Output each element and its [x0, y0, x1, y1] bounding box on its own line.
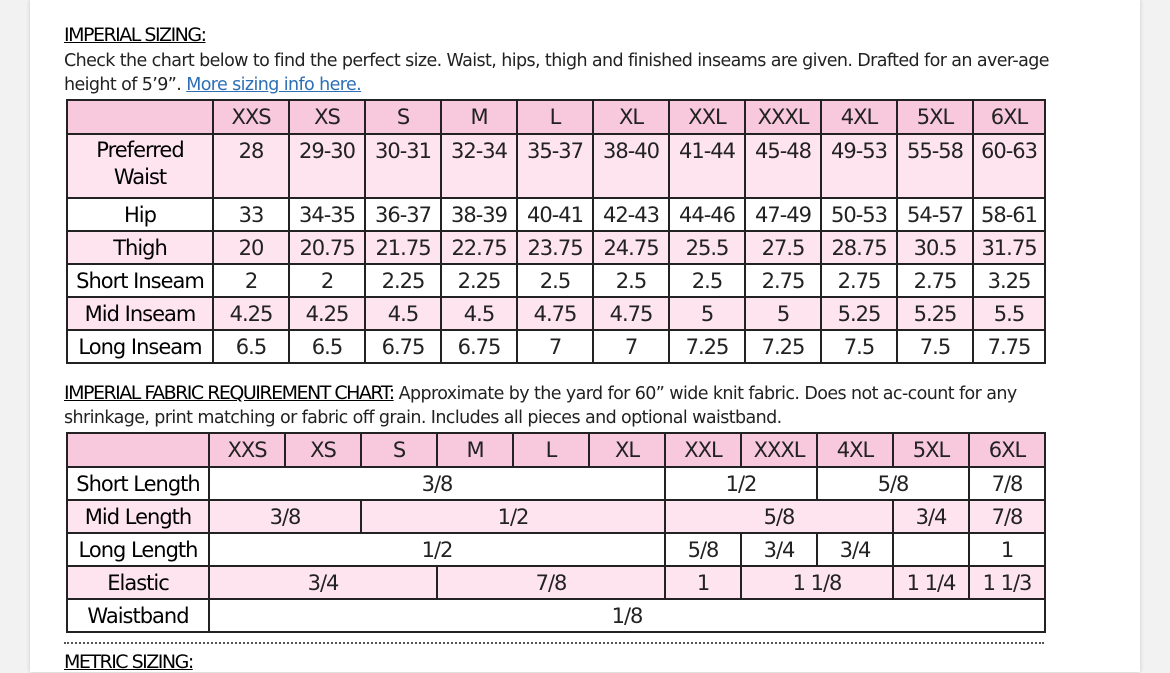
table-row [67, 500, 1045, 533]
size-header-cell: XXXL [741, 433, 817, 467]
table-cell: 7.75 [973, 330, 1045, 363]
table-cell: 2.25 [441, 264, 517, 297]
table-cell: 3/4 [741, 533, 817, 566]
size-header-cell: M [437, 433, 513, 467]
fabric-requirement-description: Approximate by the yard for 60” wide knit fabric. Does not ac-count for any shrinkage, print matching or fabric off grain. Includes all pieces and optional waistband. [64, 384, 1017, 428]
table-cell: 3/8 [209, 467, 665, 500]
imperial-sizing-description [64, 49, 1054, 97]
table-cell: 45-48 [745, 134, 821, 198]
table-cell: 2.75 [821, 264, 897, 297]
table-cell: 2.5 [669, 264, 745, 297]
table-cell: 1/2 [209, 533, 665, 566]
table-cell: 2.75 [745, 264, 821, 297]
row-label: Short Inseam [67, 264, 213, 297]
table-cell: 50-53 [821, 198, 897, 231]
table-cell: 41-44 [669, 134, 745, 198]
table-cell: 7.25 [745, 330, 821, 363]
table-cell: 3.25 [973, 264, 1045, 297]
row-label: Mid Inseam [67, 297, 213, 330]
size-header-cell: XL [593, 100, 669, 134]
size-header-cell: 5XL [897, 100, 973, 134]
table-cell: 28.75 [821, 231, 897, 264]
table-cell: 3/8 [209, 500, 361, 533]
row-label: Short Length [67, 467, 209, 500]
table-cell: 38-40 [593, 134, 669, 198]
size-header-cell: L [513, 433, 589, 467]
header-corner [67, 433, 209, 467]
table-cell: 5.25 [821, 297, 897, 330]
table-cell: 1 1/8 [741, 566, 893, 599]
table-cell: 7.25 [669, 330, 745, 363]
table-cell: 4.5 [441, 297, 517, 330]
table-cell: 30.5 [897, 231, 973, 264]
table-cell: 1 [665, 566, 741, 599]
table-cell: 2 [213, 264, 289, 297]
table-cell: 25.5 [669, 231, 745, 264]
table-cell: 1 1/3 [969, 566, 1045, 599]
table-cell: 4.25 [213, 297, 289, 330]
table-cell: 7 [517, 330, 593, 363]
table-cell: 20 [213, 231, 289, 264]
section-divider [64, 642, 1044, 644]
size-header-cell: 6XL [973, 100, 1045, 134]
table-row [67, 533, 1045, 566]
table-cell: 6.75 [365, 330, 441, 363]
table-cell: 49-53 [821, 134, 897, 198]
table-row [67, 467, 1045, 500]
size-header-cell: 4XL [817, 433, 893, 467]
table-cell: 4.75 [517, 297, 593, 330]
size-header-cell: XXL [669, 100, 745, 134]
table-cell: 7/8 [969, 467, 1045, 500]
row-label: Elastic [67, 566, 209, 599]
table-row [67, 599, 1045, 632]
fabric-requirement-intro [64, 381, 1054, 430]
table-cell: 4.5 [365, 297, 441, 330]
size-header-cell: XXS [209, 433, 285, 467]
table-cell: 3/4 [209, 566, 437, 599]
table-cell: 40-41 [517, 198, 593, 231]
table-cell: 5 [669, 297, 745, 330]
description-text: Check the chart below to find the perfect size. Waist, hips, thigh and finished inseams are given. Drafted for an aver-age height of 5’9”. [64, 51, 1049, 95]
table-cell: 29-30 [289, 134, 365, 198]
fabric-requirement-table [66, 432, 1046, 633]
size-header-cell: M [441, 100, 517, 134]
table-cell: 32-34 [441, 134, 517, 198]
table-row [67, 134, 1045, 198]
table-cell: 5.25 [897, 297, 973, 330]
table-cell: 5/8 [665, 533, 741, 566]
table-cell: 1/2 [361, 500, 665, 533]
size-header-cell: 4XL [821, 100, 897, 134]
row-label: Mid Length [67, 500, 209, 533]
table-cell: 2.25 [365, 264, 441, 297]
header-corner [67, 100, 213, 134]
row-label: Long Length [67, 533, 209, 566]
size-header-cell: S [365, 100, 441, 134]
metric-sizing-heading: METRIC SIZING: [64, 651, 193, 673]
row-label-line: Waist [113, 165, 167, 189]
table-cell: 42-43 [593, 198, 669, 231]
table-cell: 34-35 [289, 198, 365, 231]
table-row [67, 566, 1045, 599]
table-cell: 7/8 [969, 500, 1045, 533]
table-cell: 23.75 [517, 231, 593, 264]
table-cell: 44-46 [669, 198, 745, 231]
table-cell: 2.5 [593, 264, 669, 297]
table-cell: 47-49 [745, 198, 821, 231]
table-cell: 5/8 [665, 500, 893, 533]
table-cell: 31.75 [973, 231, 1045, 264]
size-header-cell: 5XL [893, 433, 969, 467]
size-header-cell: XS [289, 100, 365, 134]
table-cell: 30-31 [365, 134, 441, 198]
table-cell: 6.5 [289, 330, 365, 363]
table-cell: 1/2 [665, 467, 817, 500]
table-cell: 3/4 [893, 500, 969, 533]
table-cell: 55-58 [897, 134, 973, 198]
size-header-row [67, 100, 1045, 134]
table-cell: 6.5 [213, 330, 289, 363]
size-header-row [67, 433, 1045, 467]
table-row [67, 231, 1045, 264]
table-cell: 27.5 [745, 231, 821, 264]
size-header-cell: L [517, 100, 593, 134]
size-header-cell: XXXL [745, 100, 821, 134]
row-label: Hip [67, 198, 213, 231]
table-cell: 33 [213, 198, 289, 231]
table-cell: 1 1/4 [893, 566, 969, 599]
table-cell: 2.5 [517, 264, 593, 297]
table-cell: 21.75 [365, 231, 441, 264]
table-row [67, 330, 1045, 363]
table-cell: 1/8 [209, 599, 1045, 632]
table-cell: 4.75 [593, 297, 669, 330]
table-cell: 2 [289, 264, 365, 297]
table-cell: 7.5 [897, 330, 973, 363]
size-header-cell: 6XL [969, 433, 1045, 467]
imperial-sizing-heading: IMPERIAL SIZING: [64, 24, 206, 46]
table-cell: 5 [745, 297, 821, 330]
table-row [67, 297, 1045, 330]
table-cell: 5/8 [817, 467, 969, 500]
table-cell: 7 [593, 330, 669, 363]
more-sizing-info-link[interactable]: More sizing info here. [186, 75, 362, 95]
imperial-sizing-table [66, 99, 1046, 364]
table-row [67, 198, 1045, 231]
table-cell: 24.75 [593, 231, 669, 264]
table-cell: 3/4 [817, 533, 893, 566]
table-cell: 22.75 [441, 231, 517, 264]
table-cell: 58-61 [973, 198, 1045, 231]
fabric-requirement-heading: IMPERIAL FABRIC REQUIREMENT CHART: [64, 382, 394, 404]
table-row [67, 264, 1045, 297]
table-cell: 20.75 [289, 231, 365, 264]
table-cell [893, 533, 969, 566]
table-cell: 36-37 [365, 198, 441, 231]
table-cell: 54-57 [897, 198, 973, 231]
table-cell: 60-63 [973, 134, 1045, 198]
size-header-cell: XXS [213, 100, 289, 134]
row-label [67, 134, 213, 198]
row-label: Long Inseam [67, 330, 213, 363]
size-header-cell: XS [285, 433, 361, 467]
table-cell: 7/8 [437, 566, 665, 599]
table-cell: 5.5 [973, 297, 1045, 330]
table-cell: 6.75 [441, 330, 517, 363]
size-header-cell: S [361, 433, 437, 467]
size-header-cell: XXL [665, 433, 741, 467]
table-cell: 2.75 [897, 264, 973, 297]
size-header-cell: XL [589, 433, 665, 467]
table-cell: 38-39 [441, 198, 517, 231]
table-cell: 28 [213, 134, 289, 198]
row-label: Thigh [67, 231, 213, 264]
table-cell: 4.25 [289, 297, 365, 330]
row-label: Waistband [67, 599, 209, 632]
row-label-line: Preferred [96, 138, 184, 162]
table-cell: 1 [969, 533, 1045, 566]
table-cell: 35-37 [517, 134, 593, 198]
table-cell: 7.5 [821, 330, 897, 363]
